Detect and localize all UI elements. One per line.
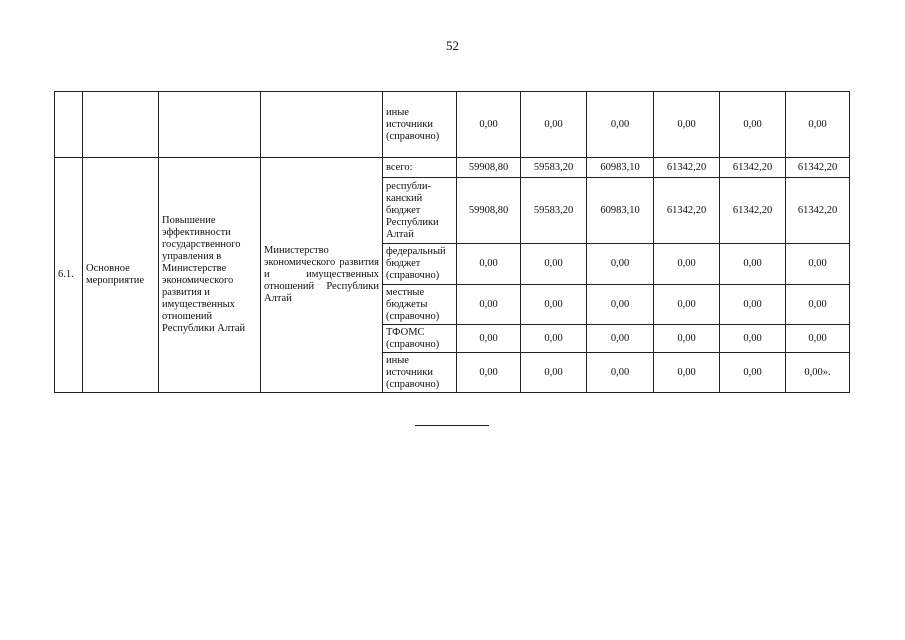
table-row bbox=[55, 158, 850, 178]
funding-source-cell: федеральный бюджет (справочно) bbox=[383, 244, 457, 285]
value-cell: 0,00 bbox=[786, 325, 850, 353]
value-cell: 61342,20 bbox=[786, 158, 850, 178]
funding-source-cell: ТФОМС (справочно) bbox=[383, 325, 457, 353]
value-cell: 59583,20 bbox=[521, 158, 587, 178]
code-cell bbox=[55, 92, 83, 158]
value-cell: 0,00 bbox=[720, 92, 786, 158]
value-cell: 0,00 bbox=[587, 244, 654, 285]
value-cell: 0,00 bbox=[521, 92, 587, 158]
value-cell: 0,00 bbox=[720, 325, 786, 353]
value-cell: 59908,80 bbox=[457, 158, 521, 178]
value-cell: 0,00 bbox=[587, 92, 654, 158]
value-cell: 0,00 bbox=[457, 285, 521, 325]
value-cell: 61342,20 bbox=[654, 178, 720, 244]
table-row bbox=[55, 92, 850, 158]
value-cell: 0,00 bbox=[521, 353, 587, 393]
value-cell: 0,00 bbox=[786, 285, 850, 325]
value-cell: 60983,10 bbox=[587, 158, 654, 178]
value-cell: 0,00 bbox=[654, 353, 720, 393]
value-cell: 61342,20 bbox=[654, 158, 720, 178]
type-cell bbox=[83, 92, 159, 158]
responsible-executor bbox=[261, 158, 383, 393]
activity-type: Основное мероприятие bbox=[83, 158, 159, 393]
end-rule bbox=[415, 425, 489, 426]
value-cell: 61342,20 bbox=[720, 158, 786, 178]
value-cell: 0,00 bbox=[654, 92, 720, 158]
value-cell: 0,00 bbox=[587, 353, 654, 393]
value-cell: 0,00 bbox=[521, 325, 587, 353]
activity-code: 6.1. bbox=[55, 158, 83, 393]
value-cell: 61342,20 bbox=[786, 178, 850, 244]
value-cell: 0,00 bbox=[786, 92, 850, 158]
value-cell: 0,00 bbox=[654, 285, 720, 325]
responsible-cell bbox=[261, 92, 383, 158]
value-cell: 0,00 bbox=[720, 285, 786, 325]
value-cell: 0,00 bbox=[587, 325, 654, 353]
funding-source-cell: всего: bbox=[383, 158, 457, 178]
value-cell: 0,00 bbox=[654, 244, 720, 285]
value-cell: 0,00 bbox=[521, 285, 587, 325]
budget-table bbox=[54, 91, 850, 393]
value-cell: 0,00 bbox=[457, 244, 521, 285]
responsible-executor-text: Министерство экономического развития и имущественных отношений Республики Алтай bbox=[264, 245, 379, 304]
funding-source-cell: местные бюджеты (справочно) bbox=[383, 285, 457, 325]
value-cell: 0,00 bbox=[587, 285, 654, 325]
value-cell: 0,00 bbox=[457, 92, 521, 158]
value-cell: 0,00 bbox=[654, 325, 720, 353]
value-cell: 0,00 bbox=[457, 325, 521, 353]
value-cell: 0,00 bbox=[720, 353, 786, 393]
value-cell: 0,00 bbox=[720, 244, 786, 285]
value-cell: 59908,80 bbox=[457, 178, 521, 244]
value-cell: 60983,10 bbox=[587, 178, 654, 244]
name-cell bbox=[159, 92, 261, 158]
funding-source-cell: иные источники (справочно) bbox=[383, 353, 457, 393]
value-cell: 61342,20 bbox=[720, 178, 786, 244]
activity-name: Повышение эффективности государственного управления в Министерстве экономического развития и имущественных отношений Республики Алтай bbox=[159, 158, 261, 393]
value-cell: 0,00 bbox=[457, 353, 521, 393]
value-cell: 0,00 bbox=[786, 244, 850, 285]
value-cell: 59583,20 bbox=[521, 178, 587, 244]
value-cell: 0,00 bbox=[521, 244, 587, 285]
value-cell: 0,00». bbox=[786, 353, 850, 393]
page-number: 52 bbox=[446, 38, 459, 53]
funding-source-cell: республи-канский бюджет Республики Алтай bbox=[383, 178, 457, 244]
funding-source-cell: иные источники (справочно) bbox=[383, 92, 457, 158]
